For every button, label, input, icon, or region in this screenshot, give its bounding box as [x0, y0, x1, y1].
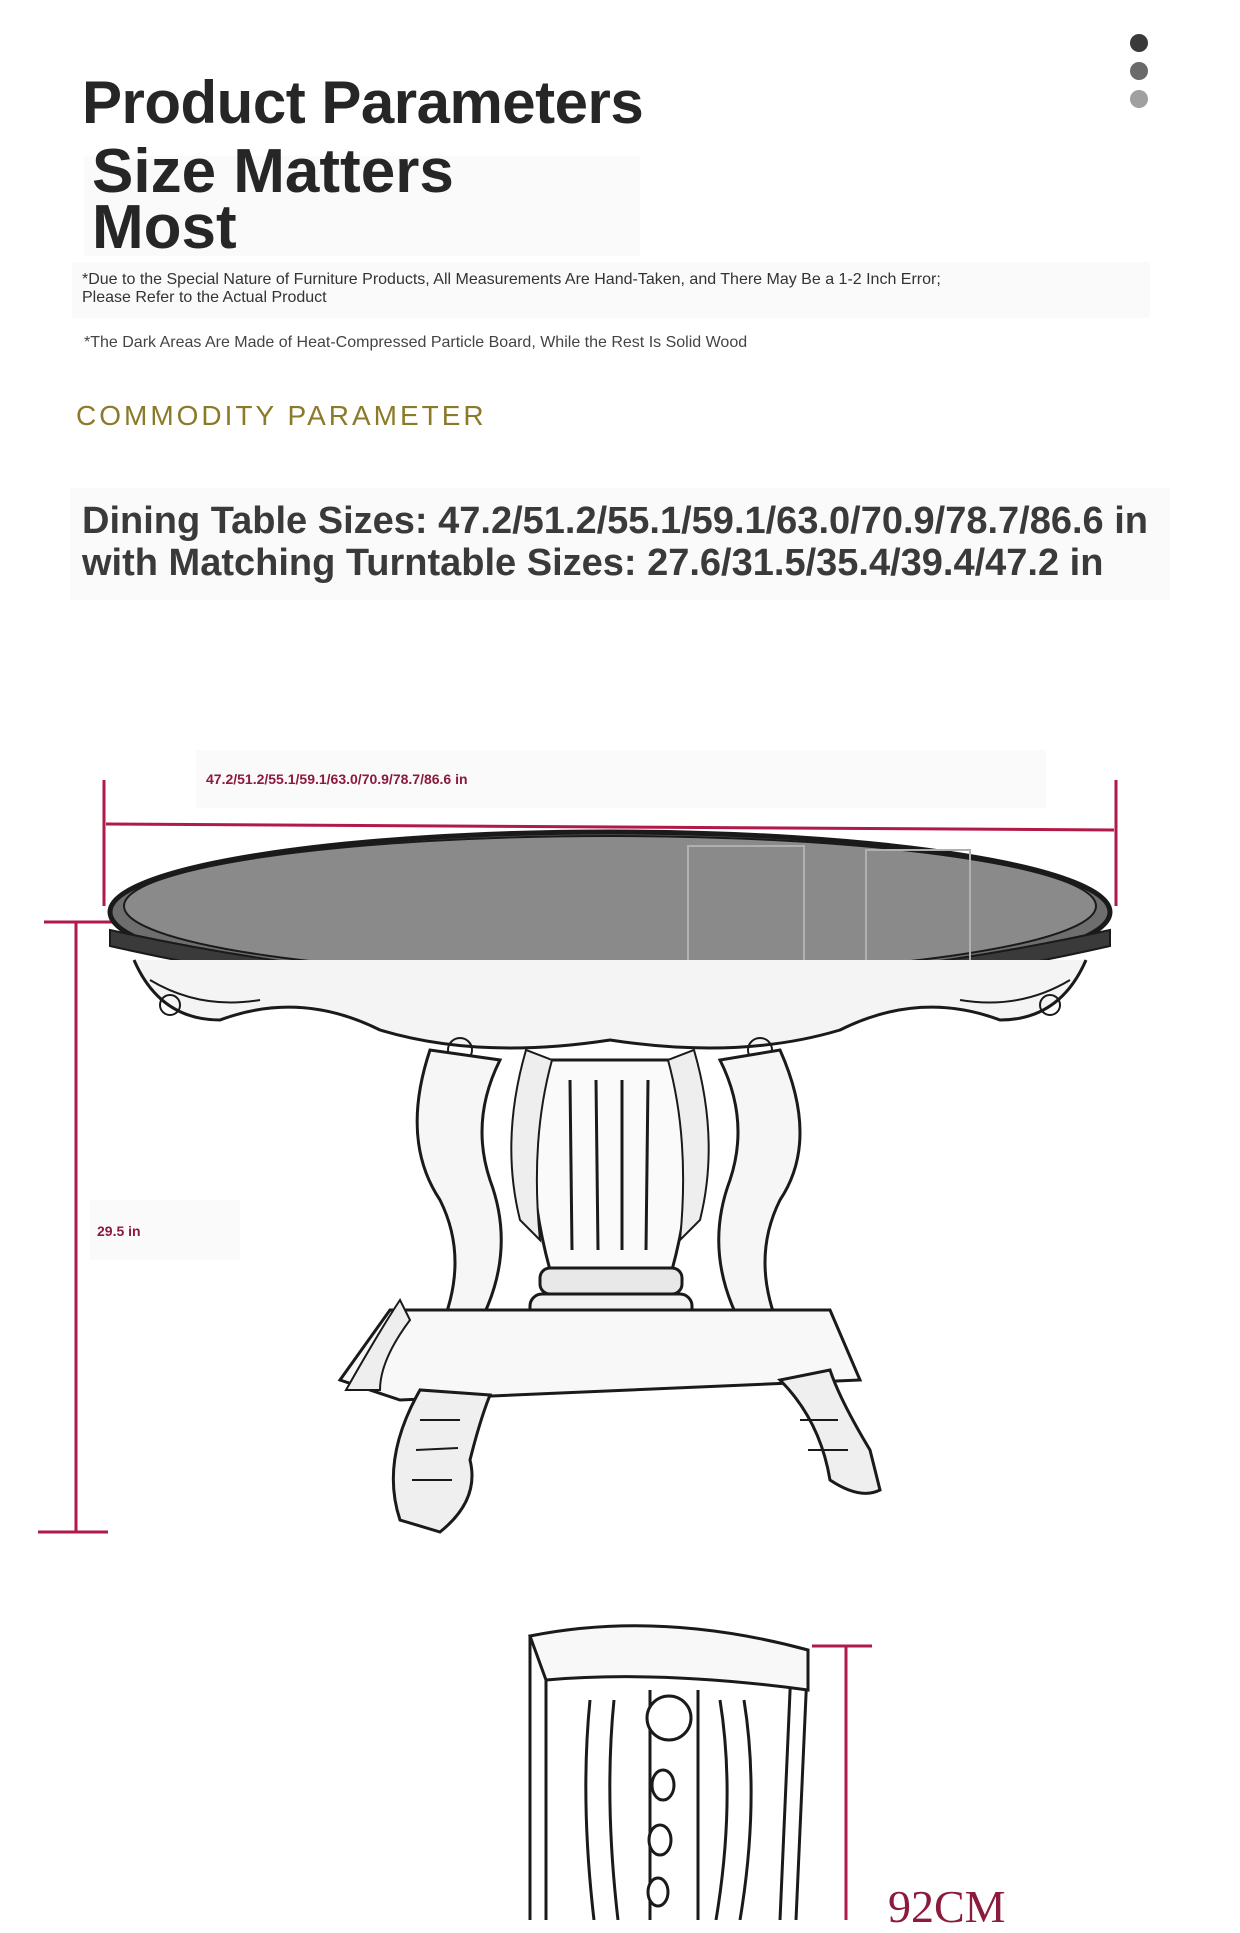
material-note: *The Dark Areas Are Made of Heat-Compressed Particle Board, While the Rest Is Solid Wood	[84, 334, 748, 351]
measurement-note: *Due to the Special Nature of Furniture Products, All Measurements Are Hand-Taken, and There May Be a 1-2 Inch Error; Please Refer to the Actual Product	[82, 271, 941, 306]
table-illustration	[110, 832, 1110, 1532]
page-title: Product Parameters	[82, 69, 644, 136]
chair-height-label: 92CM	[888, 1881, 1006, 1932]
table-width-label: 47.2/51.2/55.1/59.1/63.0/70.9/78.7/86.6 in	[206, 771, 468, 787]
page-subtitle: Size Matters Most	[92, 137, 454, 262]
chair-illustration	[530, 1626, 808, 1920]
table-height-label: 29.5 in	[97, 1223, 141, 1239]
sizes-description: Dining Table Sizes: 47.2/51.2/55.1/59.1/63.0/70.9/78.7/86.6 in with Matching Turntable Sizes: 27.6/31.5/35.4/39.4/47.2 in	[82, 500, 1149, 584]
chair-height-dimension	[812, 1646, 872, 1920]
section-heading: COMMODITY PARAMETER	[76, 400, 487, 431]
